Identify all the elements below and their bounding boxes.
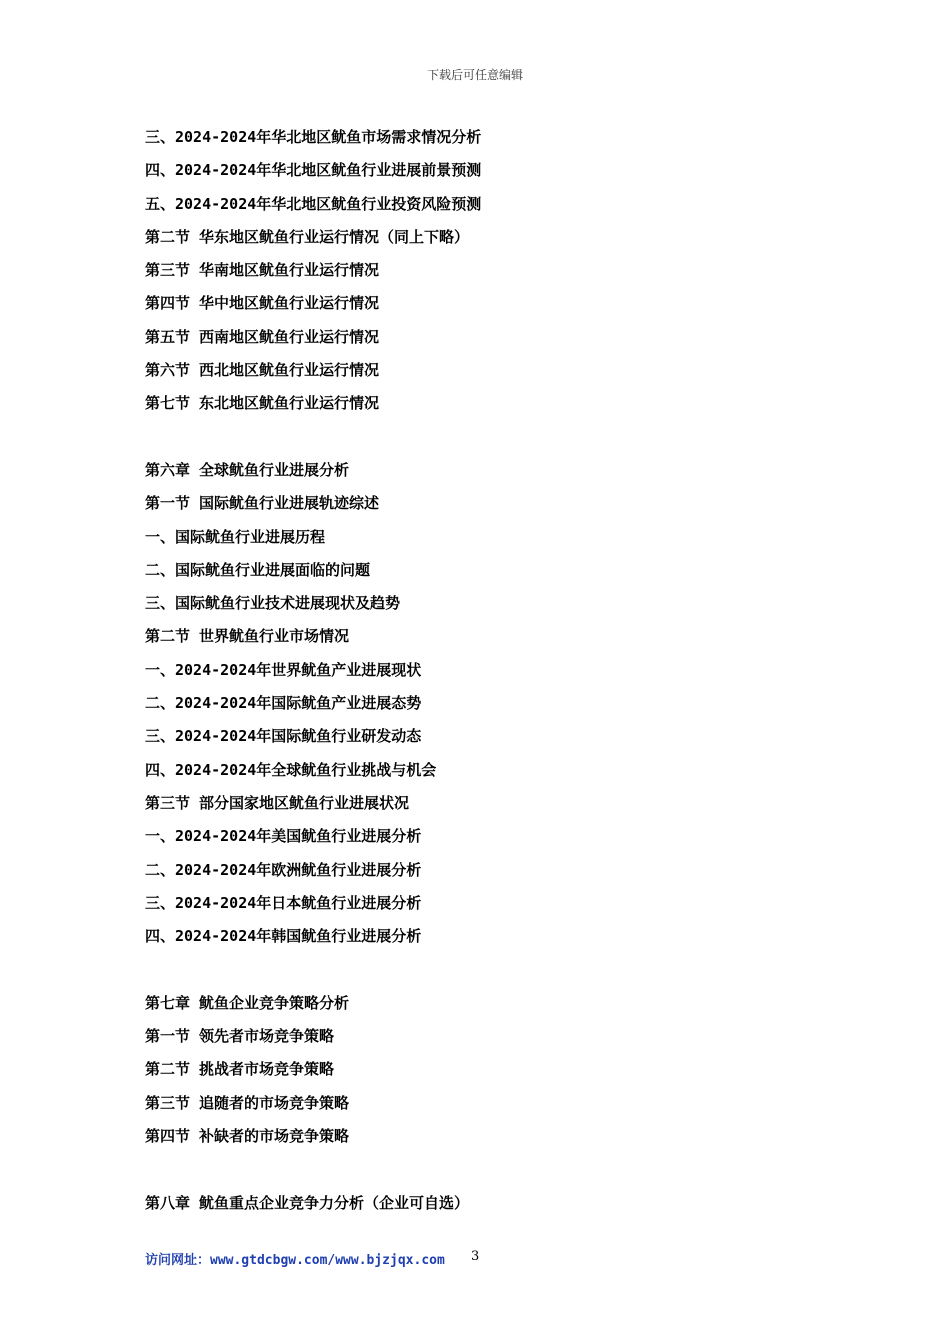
website-link[interactable]: 访问网址：www.gtdcbgw.com/www.bjzjqx.com — [145, 1253, 445, 1268]
toc-line: 第六章 全球鱿鱼行业进展分析 — [145, 460, 350, 479]
toc-line: 三、国际鱿鱼行业技术进展现状及趋势 — [145, 594, 401, 613]
toc-line: 第三节 追随者的市场竞争策略 — [145, 1093, 350, 1112]
toc-line: 四、2024-2024年韩国鱿鱼行业进展分析 — [145, 927, 422, 946]
toc-spacer — [145, 956, 845, 989]
table-of-contents — [145, 124, 845, 1223]
page-header: 下载后可任意编辑 — [426, 68, 523, 82]
toc-line: 第七章 鱿鱼企业竞争策略分析 — [145, 993, 350, 1012]
toc-line: 一、国际鱿鱼行业进展历程 — [145, 527, 326, 546]
toc-line: 第七节 东北地区鱿鱼行业运行情况 — [145, 394, 380, 413]
toc-line: 第三节 部分国家地区鱿鱼行业进展状况 — [145, 793, 410, 812]
toc-line: 第四节 补缺者的市场竞争策略 — [145, 1126, 350, 1145]
toc-line: 第三节 华南地区鱿鱼行业运行情况 — [145, 261, 380, 280]
toc-line: 四、2024-2024年华北地区鱿鱼行业进展前景预测 — [145, 161, 482, 180]
toc-line: 第二节 世界鱿鱼行业市场情况 — [145, 627, 350, 646]
toc-line: 第六节 西北地区鱿鱼行业运行情况 — [145, 361, 380, 380]
toc-line: 第一节 国际鱿鱼行业进展轨迹综述 — [145, 494, 380, 513]
toc-spacer — [145, 1156, 845, 1189]
toc-line: 四、2024-2024年全球鱿鱼行业挑战与机会 — [145, 760, 437, 779]
toc-line: 三、2024-2024年华北地区鱿鱼市场需求情况分析 — [145, 128, 482, 146]
toc-line: 第一节 领先者市场竞争策略 — [145, 1027, 335, 1046]
toc-line: 二、2024-2024年欧洲鱿鱼行业进展分析 — [145, 860, 422, 879]
toc-line: 第二节 华东地区鱿鱼行业运行情况（同上下略） — [145, 227, 470, 246]
toc-line: 第五节 西南地区鱿鱼行业运行情况 — [145, 327, 380, 346]
page-footer — [145, 1249, 805, 1268]
toc-line: 二、国际鱿鱼行业进展面临的问题 — [145, 560, 371, 579]
toc-line: 第二节 挑战者市场竞争策略 — [145, 1060, 335, 1079]
toc-line: 三、2024-2024年国际鱿鱼行业研发动态 — [145, 727, 422, 746]
toc-line: 三、2024-2024年日本鱿鱼行业进展分析 — [145, 893, 422, 912]
toc-spacer — [145, 424, 845, 457]
toc-line: 一、2024-2024年美国鱿鱼行业进展分析 — [145, 827, 422, 846]
toc-line: 二、2024-2024年国际鱿鱼产业进展态势 — [145, 694, 422, 713]
toc-line: 五、2024-2024年华北地区鱿鱼行业投资风险预测 — [145, 194, 482, 213]
toc-line: 第四节 华中地区鱿鱼行业运行情况 — [145, 294, 380, 313]
toc-line: 第八章 鱿鱼重点企业竞争力分析（企业可自选） — [145, 1193, 470, 1212]
page-number: 3 — [471, 1249, 480, 1264]
toc-line: 一、2024-2024年世界鱿鱼产业进展现状 — [145, 660, 422, 679]
